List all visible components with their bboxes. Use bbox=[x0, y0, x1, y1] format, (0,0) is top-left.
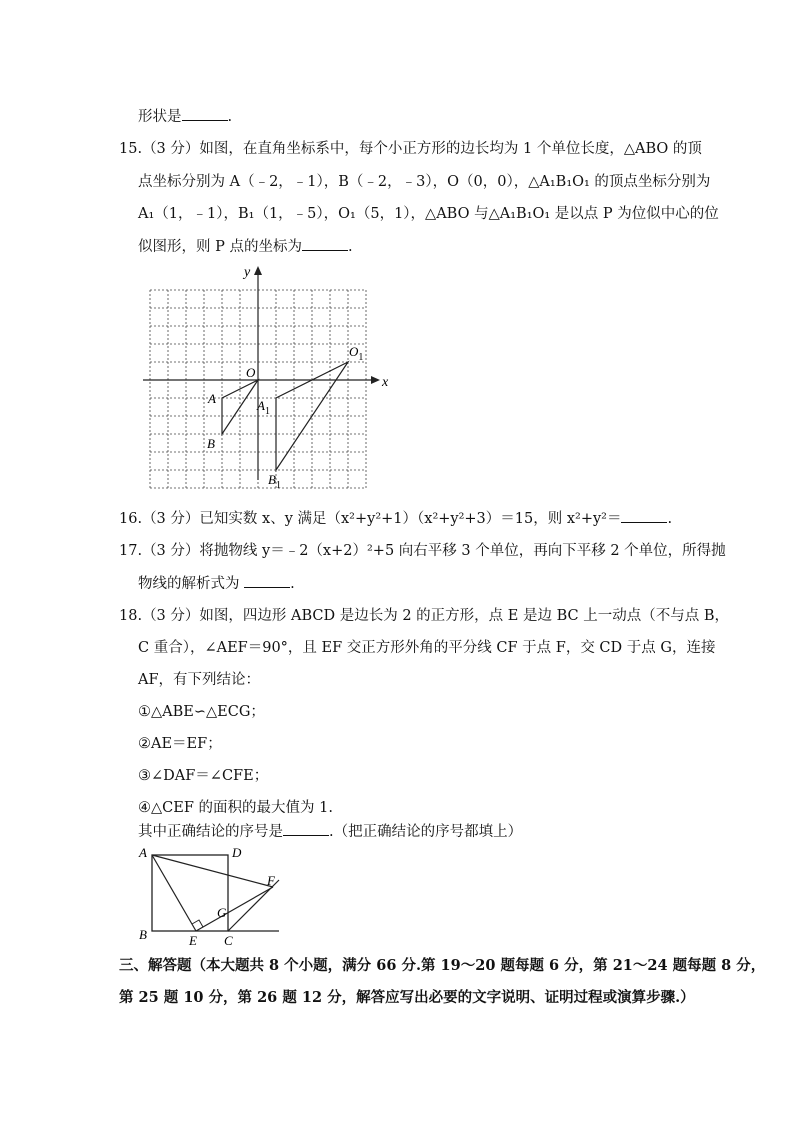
triangle-abo bbox=[222, 380, 258, 434]
x-axis-label: x bbox=[382, 375, 389, 390]
q18-line-1 bbox=[119, 606, 729, 626]
q14-tail bbox=[138, 106, 232, 127]
q18-answer-line bbox=[138, 821, 522, 842]
q15-line-4 bbox=[138, 236, 353, 257]
q15-text-3: A₁（1，﹣1），B₁（1，﹣5），O₁（5，1），△ABO 与△A₁B₁O₁ 是以点 P 为位似中心的位 bbox=[138, 206, 719, 222]
label-a: A bbox=[139, 845, 147, 860]
q15-score: （3 分） bbox=[142, 141, 200, 157]
q14-answer-blank bbox=[182, 106, 228, 121]
q18-conclusion-3-text: ③∠DAF＝∠CFE； bbox=[138, 768, 269, 784]
q16-number: 16. bbox=[119, 511, 143, 527]
section-3-heading-1 bbox=[119, 956, 765, 976]
q17-answer-blank bbox=[244, 573, 290, 588]
section-3-text-1: 三、解答题（本大题共 8 个小题，满分 66 分.第 19～20 题每题 6 分，第 21～24 题每题 8 分， bbox=[119, 957, 766, 974]
section-3-heading-2 bbox=[119, 988, 695, 1008]
q18-answer-text: 其中正确结论的序号是 bbox=[138, 824, 283, 840]
q14-tail-end: . bbox=[227, 109, 233, 125]
label-o: O bbox=[246, 365, 256, 380]
q16-text: 已知实数 x、y 满足（x²+y²+1）（x²+y²+3）＝15，则 x²+y²＝ bbox=[199, 511, 622, 527]
label-e: E bbox=[189, 933, 197, 948]
y-axis-label: y bbox=[244, 265, 251, 280]
q15-line-3 bbox=[138, 204, 719, 224]
q17-number: 17. bbox=[119, 543, 143, 559]
label-c: C bbox=[224, 933, 233, 948]
q16-line bbox=[119, 508, 672, 529]
x-axis-arrow-icon bbox=[371, 376, 380, 384]
q18-number: 18. bbox=[119, 608, 143, 624]
q18-text-1: 如图，四边形 ABCD 是边长为 2 的正方形，点 E 是边 BC 上一动点（不与点 B， bbox=[199, 608, 729, 624]
q17-line-1 bbox=[119, 541, 726, 561]
q18-conclusion-3 bbox=[138, 766, 268, 786]
label-o1: $O_1$ bbox=[349, 344, 364, 363]
q16-answer-blank bbox=[621, 508, 667, 523]
q17-text-1: 将抛物线 y＝﹣2（x+2）²+5 向右平移 3 个单位，再向下平移 2 个单位，所得抛 bbox=[199, 543, 726, 559]
y-axis-arrow-icon bbox=[254, 266, 262, 275]
q18-conclusion-4 bbox=[138, 798, 333, 818]
q16-end: . bbox=[667, 511, 673, 527]
label-a1: $A_1$ bbox=[257, 398, 270, 417]
q18-line-2 bbox=[138, 638, 715, 658]
q18-conclusion-4-text: ④△CEF 的面积的最大值为 1. bbox=[138, 800, 333, 816]
q18-conclusion-1 bbox=[138, 702, 265, 722]
q17-text-2: 物线的解析式为 bbox=[138, 576, 240, 592]
q18-answer-end: .（把正确结论的序号都填上） bbox=[329, 824, 523, 840]
q18-text-2: C 重合），∠AEF＝90°，且 EF 交正方形外角的平分线 CF 于点 F，交 CD 于点 G，连接 bbox=[138, 640, 716, 656]
q15-text-2: 点坐标分别为 A（﹣2，﹣1），B（﹣2，﹣3），O（0，0），△A₁B₁O₁ 的顶点坐标分别为 bbox=[138, 174, 711, 190]
q15-answer-blank bbox=[302, 236, 348, 251]
q15-text-4-end: . bbox=[347, 239, 353, 255]
section-3-text-2: 第 25 题 10 分，第 26 题 12 分，解答应写出必要的文字说明、证明过程或演算步骤.） bbox=[119, 989, 695, 1006]
q18-conclusion-2-text: ②AE＝EF； bbox=[138, 736, 222, 752]
q18-conclusion-1-text: ①△ABE∽△ECG； bbox=[138, 704, 265, 720]
q17-score: （3 分） bbox=[142, 543, 200, 559]
label-b: B bbox=[207, 436, 215, 451]
label-d: D bbox=[232, 845, 242, 860]
q18-text-3: AF，有下列结论： bbox=[138, 672, 261, 688]
q18-answer-blank bbox=[283, 821, 329, 836]
label-b1: $B_1$ bbox=[268, 472, 281, 491]
q17-text-2-end: . bbox=[290, 576, 295, 592]
label-b: B bbox=[139, 927, 147, 942]
label-f: F bbox=[267, 873, 275, 888]
label-g: G bbox=[217, 905, 227, 920]
segment-af bbox=[152, 855, 273, 887]
q18-square-figure bbox=[133, 843, 293, 948]
q17-line-2 bbox=[138, 573, 295, 594]
q15-text-4: 似图形，则 P 点的坐标为 bbox=[138, 239, 302, 255]
q18-line-3 bbox=[138, 670, 260, 690]
q15-coordinate-figure bbox=[140, 262, 390, 492]
q15-text-1: 如图，在直角坐标系中，每个小正方形的边长均为 1 个单位长度，△ABO 的顶 bbox=[199, 141, 702, 157]
label-a: A bbox=[208, 391, 216, 406]
q14-tail-text: 形状是 bbox=[138, 109, 182, 125]
q15-line-1 bbox=[119, 139, 702, 159]
q15-line-2 bbox=[138, 172, 710, 192]
segment-ae bbox=[152, 855, 196, 931]
q18-conclusion-2 bbox=[138, 734, 222, 754]
q16-score: （3 分） bbox=[142, 511, 200, 527]
q15-number: 15. bbox=[119, 141, 143, 157]
q18-score: （3 分） bbox=[142, 608, 200, 624]
